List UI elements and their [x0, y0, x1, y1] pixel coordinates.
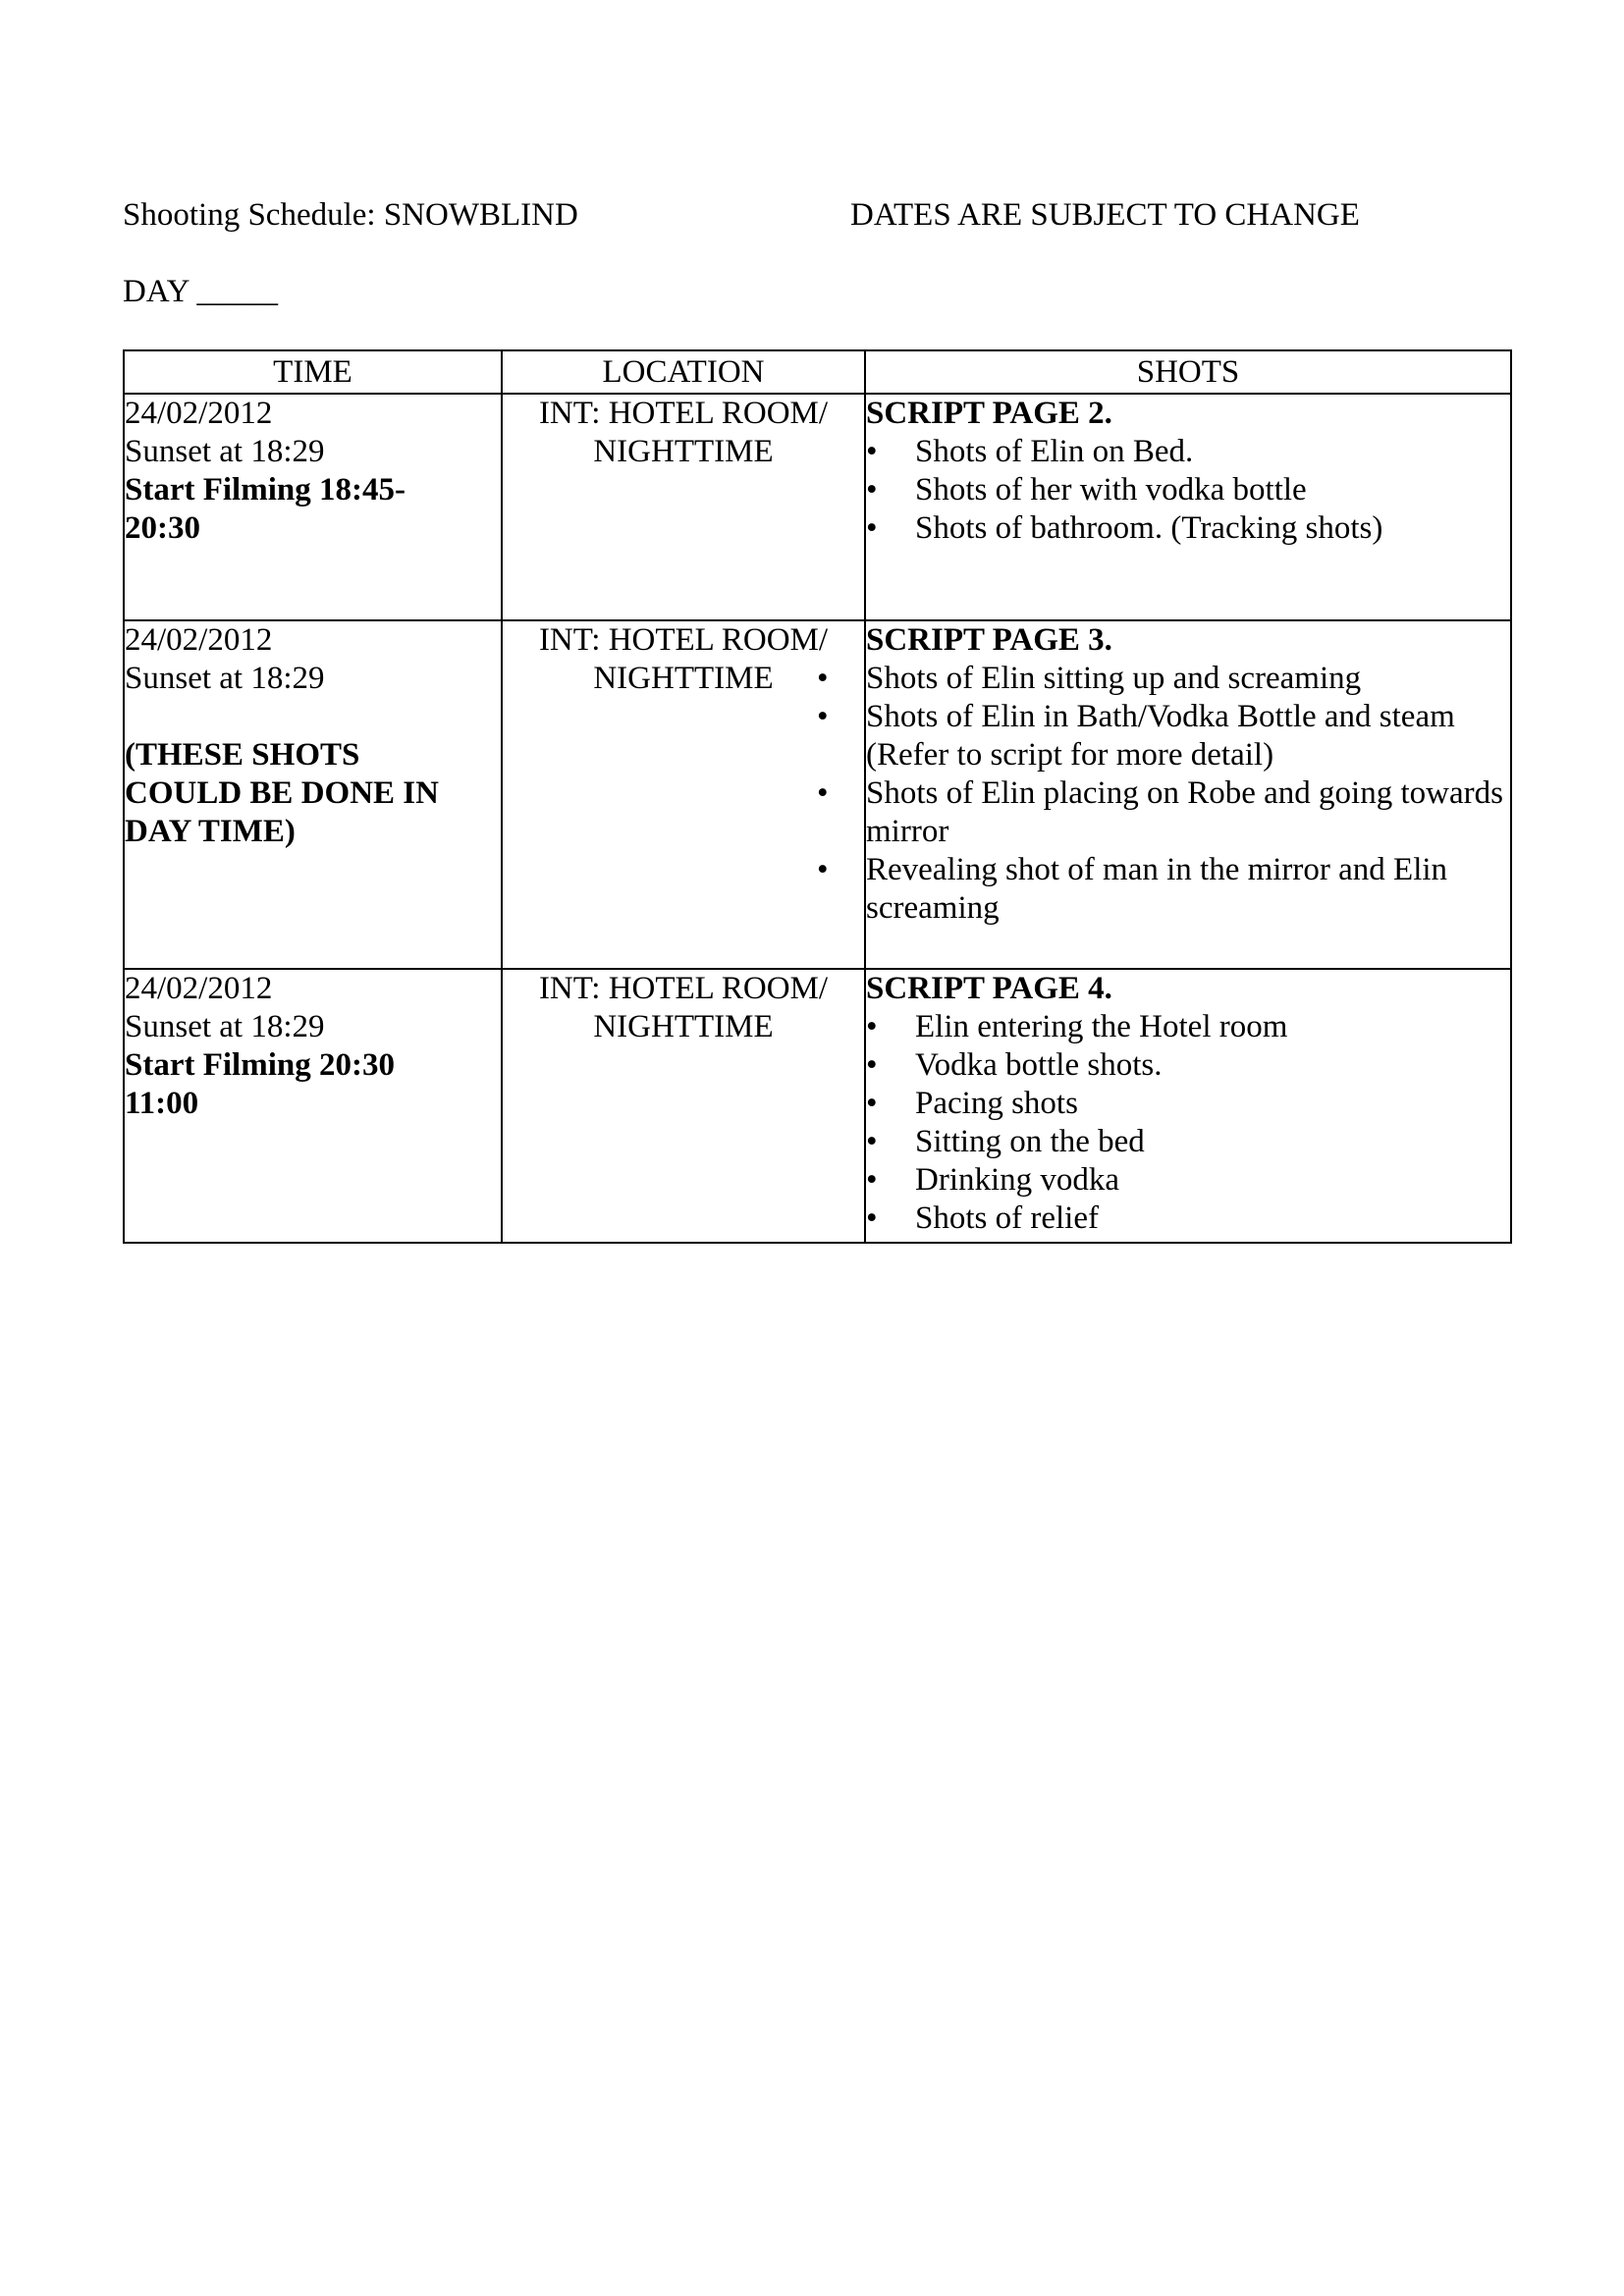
- time-note: COULD BE DONE IN: [125, 775, 439, 811]
- bullet-icon: •: [866, 434, 878, 469]
- shot-text: Shots of Elin on Bed.: [915, 434, 1194, 469]
- time-cell: [124, 620, 502, 969]
- time-note: DAY TIME): [125, 814, 296, 849]
- shot-text: Shots of Elin placing on Robe and going towards mirror: [866, 775, 1503, 849]
- location-line: INT: HOTEL ROOM/: [538, 971, 829, 1006]
- shoot-date: 24/02/2012: [125, 622, 273, 658]
- shots-cell: [865, 969, 1511, 1243]
- sunset-time: Sunset at 18:29: [125, 434, 325, 469]
- location-cell: [502, 969, 865, 1243]
- sunset-time: Sunset at 18:29: [125, 1009, 325, 1044]
- list-item: [866, 1008, 1510, 1046]
- shot-text: Shots of her with vodka bottle: [915, 472, 1307, 507]
- schedule-title: Shooting Schedule: SNOWBLIND: [123, 197, 578, 233]
- filming-time: Start Filming 18:45-: [125, 472, 406, 507]
- bullet-icon: •: [866, 1124, 878, 1159]
- column-header-location: LOCATION: [502, 350, 865, 394]
- shot-text: Shots of bathroom. (Tracking shots): [915, 510, 1383, 546]
- location-line: NIGHTTIME: [593, 434, 774, 469]
- shot-text: Pacing shots: [915, 1086, 1078, 1121]
- shoot-date: 24/02/2012: [125, 971, 273, 1006]
- column-header-time: TIME: [124, 350, 502, 394]
- bullet-icon: •: [866, 1086, 878, 1121]
- location-line: INT: HOTEL ROOM/: [538, 622, 829, 658]
- list-item: [866, 1161, 1510, 1200]
- list-item: [817, 774, 1510, 851]
- shot-text: Drinking vodka: [915, 1162, 1120, 1198]
- shot-list: [866, 1008, 1510, 1238]
- script-page-label: SCRIPT PAGE 4.: [866, 971, 1112, 1006]
- bullet-icon: •: [866, 1201, 878, 1236]
- table-row: [124, 620, 1511, 969]
- filming-time: Start Filming 20:30: [125, 1047, 395, 1083]
- location-line: NIGHTTIME: [593, 661, 774, 696]
- list-item: [866, 1123, 1510, 1161]
- filming-time-end: 20:30: [125, 510, 200, 546]
- time-note: (THESE SHOTS: [125, 737, 360, 773]
- shot-text: Sitting on the bed: [915, 1124, 1145, 1159]
- day-label: DAY _____: [123, 274, 278, 309]
- list-item: [866, 471, 1510, 509]
- bullet-icon: •: [866, 1009, 878, 1044]
- shot-text: Revealing shot of man in the mirror and Elin screaming: [866, 852, 1448, 926]
- table-row: [124, 969, 1511, 1243]
- list-item: [817, 660, 1510, 698]
- shot-text: Elin entering the Hotel room: [915, 1009, 1288, 1044]
- script-page-label: SCRIPT PAGE 3.: [866, 622, 1112, 658]
- sunset-time: Sunset at 18:29: [125, 661, 325, 696]
- list-item: [866, 1200, 1510, 1238]
- script-page-label: SCRIPT PAGE 2.: [866, 396, 1112, 431]
- shot-text: Shots of relief: [915, 1201, 1099, 1236]
- list-item: [817, 851, 1510, 928]
- bullet-icon: •: [817, 699, 829, 734]
- table-row: [124, 394, 1511, 620]
- list-item: [866, 1085, 1510, 1123]
- bullet-icon: •: [817, 852, 829, 887]
- list-item: [817, 698, 1510, 774]
- bullet-icon: •: [817, 775, 829, 811]
- filming-time-end: 11:00: [125, 1086, 199, 1121]
- shot-list: [817, 660, 1510, 928]
- shots-cell: [817, 620, 1511, 969]
- location-line: NIGHTTIME: [593, 1009, 774, 1044]
- spacer: [125, 698, 501, 736]
- bullet-icon: •: [866, 510, 878, 546]
- shoot-date: 24/02/2012: [125, 396, 273, 431]
- list-item: [866, 433, 1510, 471]
- location-cell: [502, 394, 865, 620]
- list-item: [866, 1046, 1510, 1085]
- shot-text: Shots of Elin sitting up and screaming: [866, 661, 1362, 696]
- shot-list: [866, 433, 1510, 548]
- list-item: [866, 509, 1510, 548]
- time-cell: [124, 969, 502, 1243]
- shooting-schedule-table: [123, 349, 1512, 1244]
- bullet-icon: •: [866, 1047, 878, 1083]
- column-header-shots: SHOTS: [865, 350, 1511, 394]
- bullet-icon: •: [866, 472, 878, 507]
- shot-text: Shots of Elin in Bath/Vodka Bottle and steam (Refer to script for more detail): [866, 699, 1455, 773]
- shots-cell: [865, 394, 1511, 620]
- location-line: INT: HOTEL ROOM/: [538, 396, 829, 431]
- location-cell: [502, 620, 865, 969]
- bullet-icon: •: [817, 661, 829, 696]
- bullet-icon: •: [866, 1162, 878, 1198]
- dates-notice: DATES ARE SUBJECT TO CHANGE: [850, 197, 1360, 233]
- table-header-row: [124, 350, 1511, 394]
- time-cell: [124, 394, 502, 620]
- shot-text: Vodka bottle shots.: [915, 1047, 1163, 1083]
